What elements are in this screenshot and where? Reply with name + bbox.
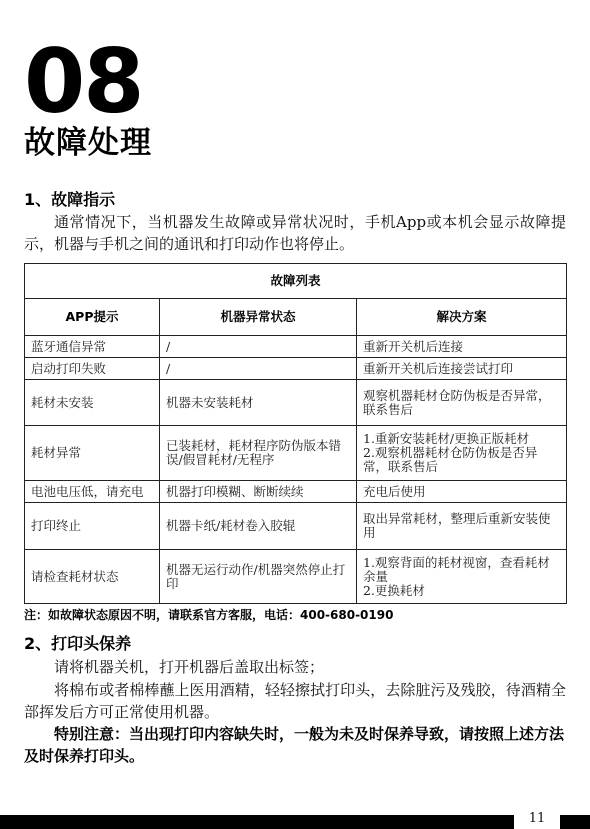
cell-app: 耗材未安装 [25,380,160,426]
cell-app: 启动打印失败 [25,358,160,380]
solution-line: 充电后使用 [363,483,426,499]
table-row [25,426,567,481]
cell-state: 机器打印模糊、断断续续 [160,481,357,503]
cell-solution [357,358,567,380]
cell-state: / [160,358,357,380]
cell-solution [357,426,567,481]
table-row [25,358,567,380]
section-heading-fault-indication: 1、故障指示 [24,190,116,209]
cell-solution [357,503,567,550]
table-row [25,336,567,358]
table-row [25,481,567,503]
solution-line: 2.观察机器耗材仓防伪板是否异常，联系售后 [363,445,538,474]
cell-app: 蓝牙通信异常 [25,336,160,358]
fault-table [24,263,567,604]
solution-line: 重新开关机后连接尝试打印 [363,360,514,376]
column-header-state: 机器异常状态 [160,299,357,336]
footer-bar-right [560,815,590,829]
solution-line: 1.重新安装耗材/更换正版耗材 [363,431,530,446]
solution-line: 2.更换耗材 [363,582,425,598]
chapter-number: 08 [24,30,143,133]
fault-indication-paragraph: 通常情况下，当机器发生故障或异常状况时，手机App或本机会显示故障提示，机器与手机之间的通讯和打印动作也将停止。 [24,213,566,253]
chapter-title: 故障处理 [24,125,152,161]
column-header-app: APP提示 [25,299,160,336]
maintenance-paragraph-2: 将棉布或者棉棒蘸上医用酒精，轻轻擦拭打印头，去除脏污及残胶，待酒精全部挥发后方可正常使用机器。 [24,681,566,721]
cell-solution [357,481,567,503]
cell-solution [357,336,567,358]
cell-state: 机器未安装耗材 [160,380,357,426]
cell-solution [357,550,567,604]
table-caption: 故障列表 [25,264,567,299]
maintenance-paragraph-1: 请将机器关机，打开机器后盖取出标签； [54,658,325,676]
table-row [25,503,567,550]
solution-line: 取出异常耗材，整理后重新安装使用 [363,511,551,540]
cell-state: 已装耗材，耗材程序防伪版本错误/假冒耗材/无程序 [160,426,357,481]
cell-app: 电池电压低，请充电 [25,481,160,503]
section-heading-printhead-maintenance: 2、打印头保养 [24,634,132,653]
support-note: 注：如故障状态原因不明，请联系官方客服，电话：400-680-0190 [24,608,394,622]
solution-line: 1.观察背面的耗材视窗，查看耗材余量 [363,554,550,584]
cell-app: 耗材异常 [25,426,160,481]
cell-solution [357,380,567,426]
cell-state: 机器卡纸/耗材卷入胶辊 [160,503,357,550]
footer-bar-left [0,815,514,829]
maintenance-notice: 特别注意：当出现打印内容缺失时，一般为未及时保养导致，请按照上述方法及时保养打印头。 [24,725,565,765]
cell-app: 请检查耗材状态 [25,550,160,604]
cell-state: / [160,336,357,358]
cell-state: 机器无运行动作/机器突然停止打印 [160,550,357,604]
solution-line: 重新开关机后连接 [363,338,464,354]
page-number: 11 [528,811,546,826]
column-header-solution: 解决方案 [357,299,567,336]
solution-line: 观察机器耗材仓防伪板是否异常，联系售后 [363,387,551,417]
table-row [25,550,567,604]
cell-app: 打印终止 [25,503,160,550]
table-row [25,380,567,426]
